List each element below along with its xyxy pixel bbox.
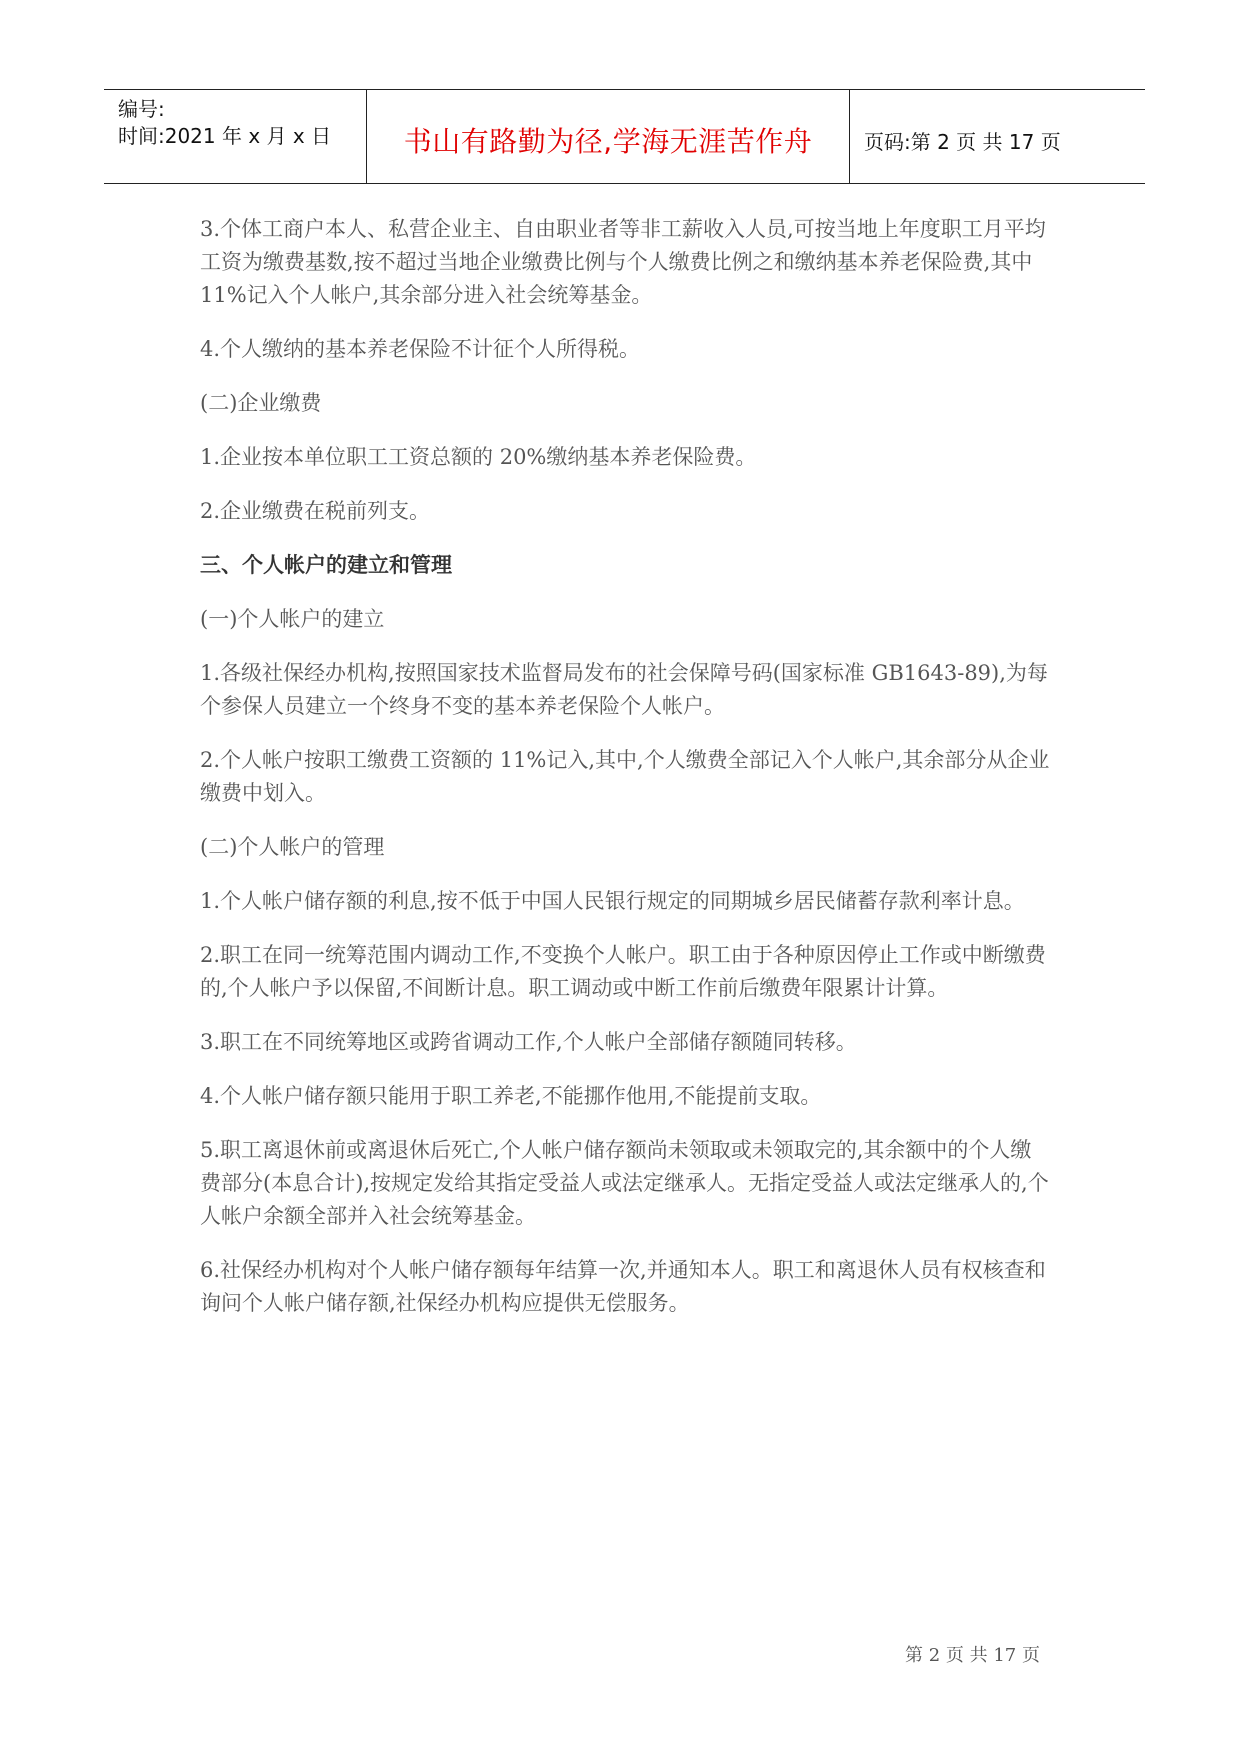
paragraph-account-credit: 2.个人帐户按职工缴费工资额的 11%记入,其中,个人缴费全部记入个人帐户,其余部分从企业缴费中划入。 bbox=[200, 748, 1050, 805]
page-header bbox=[104, 89, 1145, 184]
paragraph-item-4-tax: 4.个人缴纳的基本养老保险不计征个人所得税。 bbox=[200, 337, 641, 361]
paragraph-enterprise-rate: 1.企业按本单位职工工资总额的 20%缴纳基本养老保险费。 bbox=[200, 445, 757, 469]
paragraph-account-creation: 1.各级社保经办机构,按照国家技术监督局发布的社会保障号码(国家标准 GB1643-89),为每个参保人员建立一个终身不变的基本养老保险个人帐户。 bbox=[200, 661, 1048, 718]
subheading-enterprise-payment: (二)企业缴费 bbox=[200, 391, 322, 415]
section-heading-personal-account: 三、个人帐户的建立和管理 bbox=[200, 553, 452, 577]
paragraph-account-interest: 1.个人帐户储存额的利息,按不低于中国人民银行规定的同期城乡居民储蓄存款利率计息。 bbox=[200, 889, 1025, 913]
header-left-cell bbox=[104, 90, 367, 183]
paragraph-account-inheritance: 5.职工离退休前或离退休后死亡,个人帐户储存额尚未领取或未领取完的,其余额中的个人缴费部分(本息合计),按规定发给其指定受益人或法定继承人。无指定受益人或法定继承人的,个人帐户余额全部并入社会统筹基金。 bbox=[200, 1138, 1049, 1228]
header-page-number: 页码:第 2 页 共 17 页 bbox=[864, 130, 1061, 154]
document-number-label: 编号: bbox=[118, 97, 165, 121]
paragraph-item-3-non-salary: 3.个体工商户本人、私营企业主、自由职业者等非工薪收入人员,可按当地上年度职工月平均工资为缴费基数,按不超过当地企业缴费比例与个人缴费比例之和缴纳基本养老保险费,其中 11%记入个人帐户,其余部分进入社会统筹基金。 bbox=[200, 217, 1046, 307]
paragraph-account-usage: 4.个人帐户储存额只能用于职工养老,不能挪作他用,不能提前支取。 bbox=[200, 1084, 822, 1108]
header-right-cell bbox=[850, 90, 1145, 183]
document-date-label: 时间:2021 年 x 月 x 日 bbox=[118, 124, 332, 148]
paragraph-enterprise-pretax: 2.企业缴费在税前列支。 bbox=[200, 499, 431, 523]
header-middle-cell bbox=[367, 90, 850, 183]
subheading-account-establishment: (一)个人帐户的建立 bbox=[200, 607, 385, 631]
paragraph-account-transfer-across: 3.职工在不同统筹地区或跨省调动工作,个人帐户全部储存额随同转移。 bbox=[200, 1030, 857, 1054]
header-motto: 书山有路勤为径,学海无涯苦作舟 bbox=[403, 125, 813, 158]
paragraph-account-settlement: 6.社保经办机构对个人帐户储存额每年结算一次,并通知本人。职工和离退休人员有权核查和询问个人帐户储存额,社保经办机构应提供无偿服务。 bbox=[200, 1258, 1046, 1315]
paragraph-account-transfer-within: 2.职工在同一统筹范围内调动工作,不变换个人帐户。职工由于各种原因停止工作或中断缴费的,个人帐户予以保留,不间断计息。职工调动或中断工作前后缴费年限累计计算。 bbox=[200, 943, 1046, 1000]
document-body bbox=[200, 213, 1050, 1320]
page-footer-number: 第 2 页 共 17 页 bbox=[905, 1645, 1040, 1666]
subheading-account-management: (二)个人帐户的管理 bbox=[200, 835, 385, 859]
